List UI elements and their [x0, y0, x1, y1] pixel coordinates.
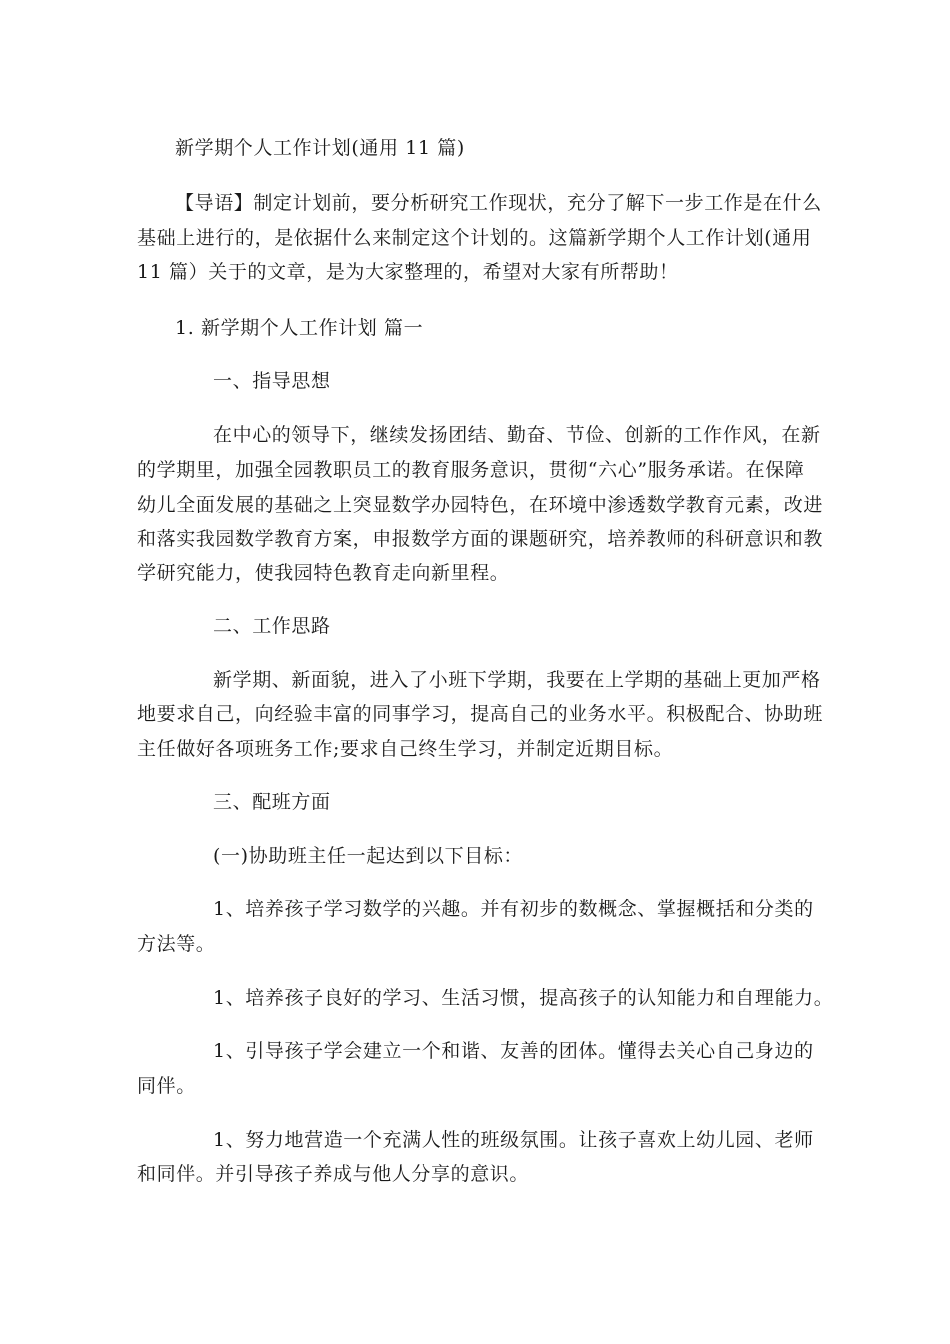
list-item: 1、培养孩子良好的学习、生活习惯，提高孩子的认知能力和自理能力。: [213, 987, 834, 1009]
intro-line: 11 篇）关于的文章，是为大家整理的，希望对大家有所帮助！: [137, 261, 679, 283]
intro-line: 【导语】制定计划前，要分析研究工作现状，充分了解下一步工作是在什么: [175, 192, 822, 214]
heading-guiding-thought: 一、指导思想: [213, 370, 331, 392]
sub-heading: (一)协助班主任一起达到以下目标：: [213, 845, 524, 867]
document-title: 新学期个人工作计划(通用 11 篇): [175, 137, 465, 159]
paragraph-line: 的学期里，加强全园教职员工的教育服务意识，贯彻“六心”服务承诺。在保障: [137, 459, 805, 481]
list-item: 1、培养孩子学习数学的兴趣。并有初步的数概念、掌握概括和分类的: [213, 898, 814, 920]
heading-work-approach: 二、工作思路: [213, 615, 331, 637]
paragraph-line: 在中心的领导下，继续发扬团结、勤奋、节俭、创新的工作作风，在新: [213, 424, 821, 446]
section-title: 1. 新学期个人工作计划 篇一: [175, 317, 424, 339]
paragraph-line: 主任做好各项班务工作;要求自己终生学习，并制定近期目标。: [137, 738, 674, 760]
intro-line: 基础上进行的，是依据什么来制定这个计划的。这篇新学期个人工作计划(通用: [137, 227, 812, 249]
paragraph-line: 幼儿全面发展的基础之上突显数学办园特色，在环境中渗透数学教育元素，改进: [137, 494, 824, 516]
paragraph-line: 地要求自己，向经验丰富的同事学习，提高自己的业务水平。积极配合、协助班: [137, 703, 824, 725]
list-item-continuation: 同伴。: [137, 1075, 196, 1097]
paragraph-line: 和落实我园数学教育方案，申报数学方面的课题研究，培养教师的科研意识和教: [137, 528, 824, 550]
list-item-continuation: 和同伴。并引导孩子养成与他人分享的意识。: [137, 1163, 530, 1185]
list-item: 1、努力地营造一个充满人性的班级氛围。让孩子喜欢上幼儿园、老师: [213, 1129, 814, 1151]
paragraph-line: 学研究能力，使我园特色教育走向新里程。: [137, 562, 510, 584]
paragraph-line: 新学期、新面貌，进入了小班下学期，我要在上学期的基础上更加严格: [213, 669, 821, 691]
list-item-continuation: 方法等。: [137, 933, 216, 955]
heading-class-assistance: 三、配班方面: [213, 791, 331, 813]
list-item: 1、引导孩子学会建立一个和谐、友善的团体。懂得去关心自己身边的: [213, 1040, 814, 1062]
